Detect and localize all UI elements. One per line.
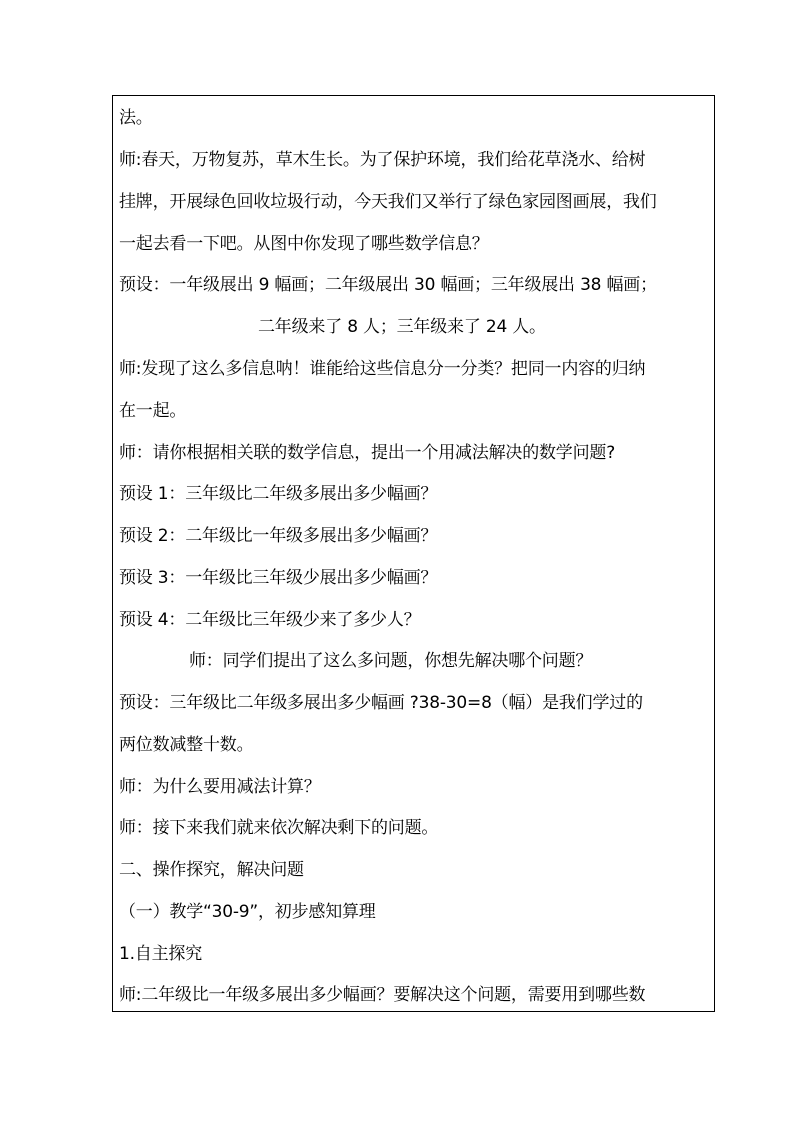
text-line-1: 法。 <box>119 108 153 128</box>
text-line-7: 师:发现了这么多信息呐！谁能给这些信息分一分类？把同一内容的归纳 <box>119 359 646 379</box>
text-line-5: 预设：一年级展出 9 幅画；二年级展出 30 幅画；三年级展出 38 幅画； <box>119 275 657 295</box>
text-line-12: 预设 3：一年级比三年级少展出多少幅画？ <box>119 568 438 588</box>
text-line-17: 师：为什么要用减法计算？ <box>119 777 321 797</box>
text-line-14: 师：同学们提出了这么多问题，你想先解决哪个问题？ <box>189 651 593 671</box>
text-line-9: 师：请你根据相关联的数学信息，提出一个用减法解决的数学问题? <box>119 443 616 463</box>
step-heading: 1.自主探究 <box>119 944 203 964</box>
text-line-8: 在一起。 <box>119 401 187 421</box>
section-heading: 二、操作探究，解决问题 <box>119 860 304 880</box>
text-line-3: 挂牌，开展绿色回收垃圾行动，今天我们又举行了绿色家园图画展，我们 <box>119 192 657 212</box>
text-line-15: 预设：三年级比二年级多展出多少幅画 ?38-30=8（幅）是我们学过的 <box>119 693 643 713</box>
text-line-16: 两位数减整十数。 <box>119 735 254 755</box>
text-line-10: 预设 1：三年级比二年级多展出多少幅画？ <box>119 484 438 504</box>
subsection-heading: （一）教学“30-9”，初步感知算理 <box>119 902 376 922</box>
text-line-2: 师:春天，万物复苏，草木生长。为了保护环境，我们给花草浇水、给树 <box>119 150 646 170</box>
text-line-11: 预设 2：二年级比一年级多展出多少幅画？ <box>119 526 438 546</box>
text-line-18: 师：接下来我们就来依次解决剩下的问题。 <box>119 818 439 838</box>
text-line-22: 师:二年级比一年级多展出多少幅画？要解决这个问题，需要用到哪些数 <box>119 985 646 1005</box>
text-line-4: 一起去看一下吧。从图中你发现了哪些数学信息？ <box>119 234 489 254</box>
text-line-6: 二年级来了 8 人；三年级来了 24 人。 <box>258 317 546 337</box>
text-line-13: 预设 4：二年级比三年级少来了多少人？ <box>119 610 421 630</box>
